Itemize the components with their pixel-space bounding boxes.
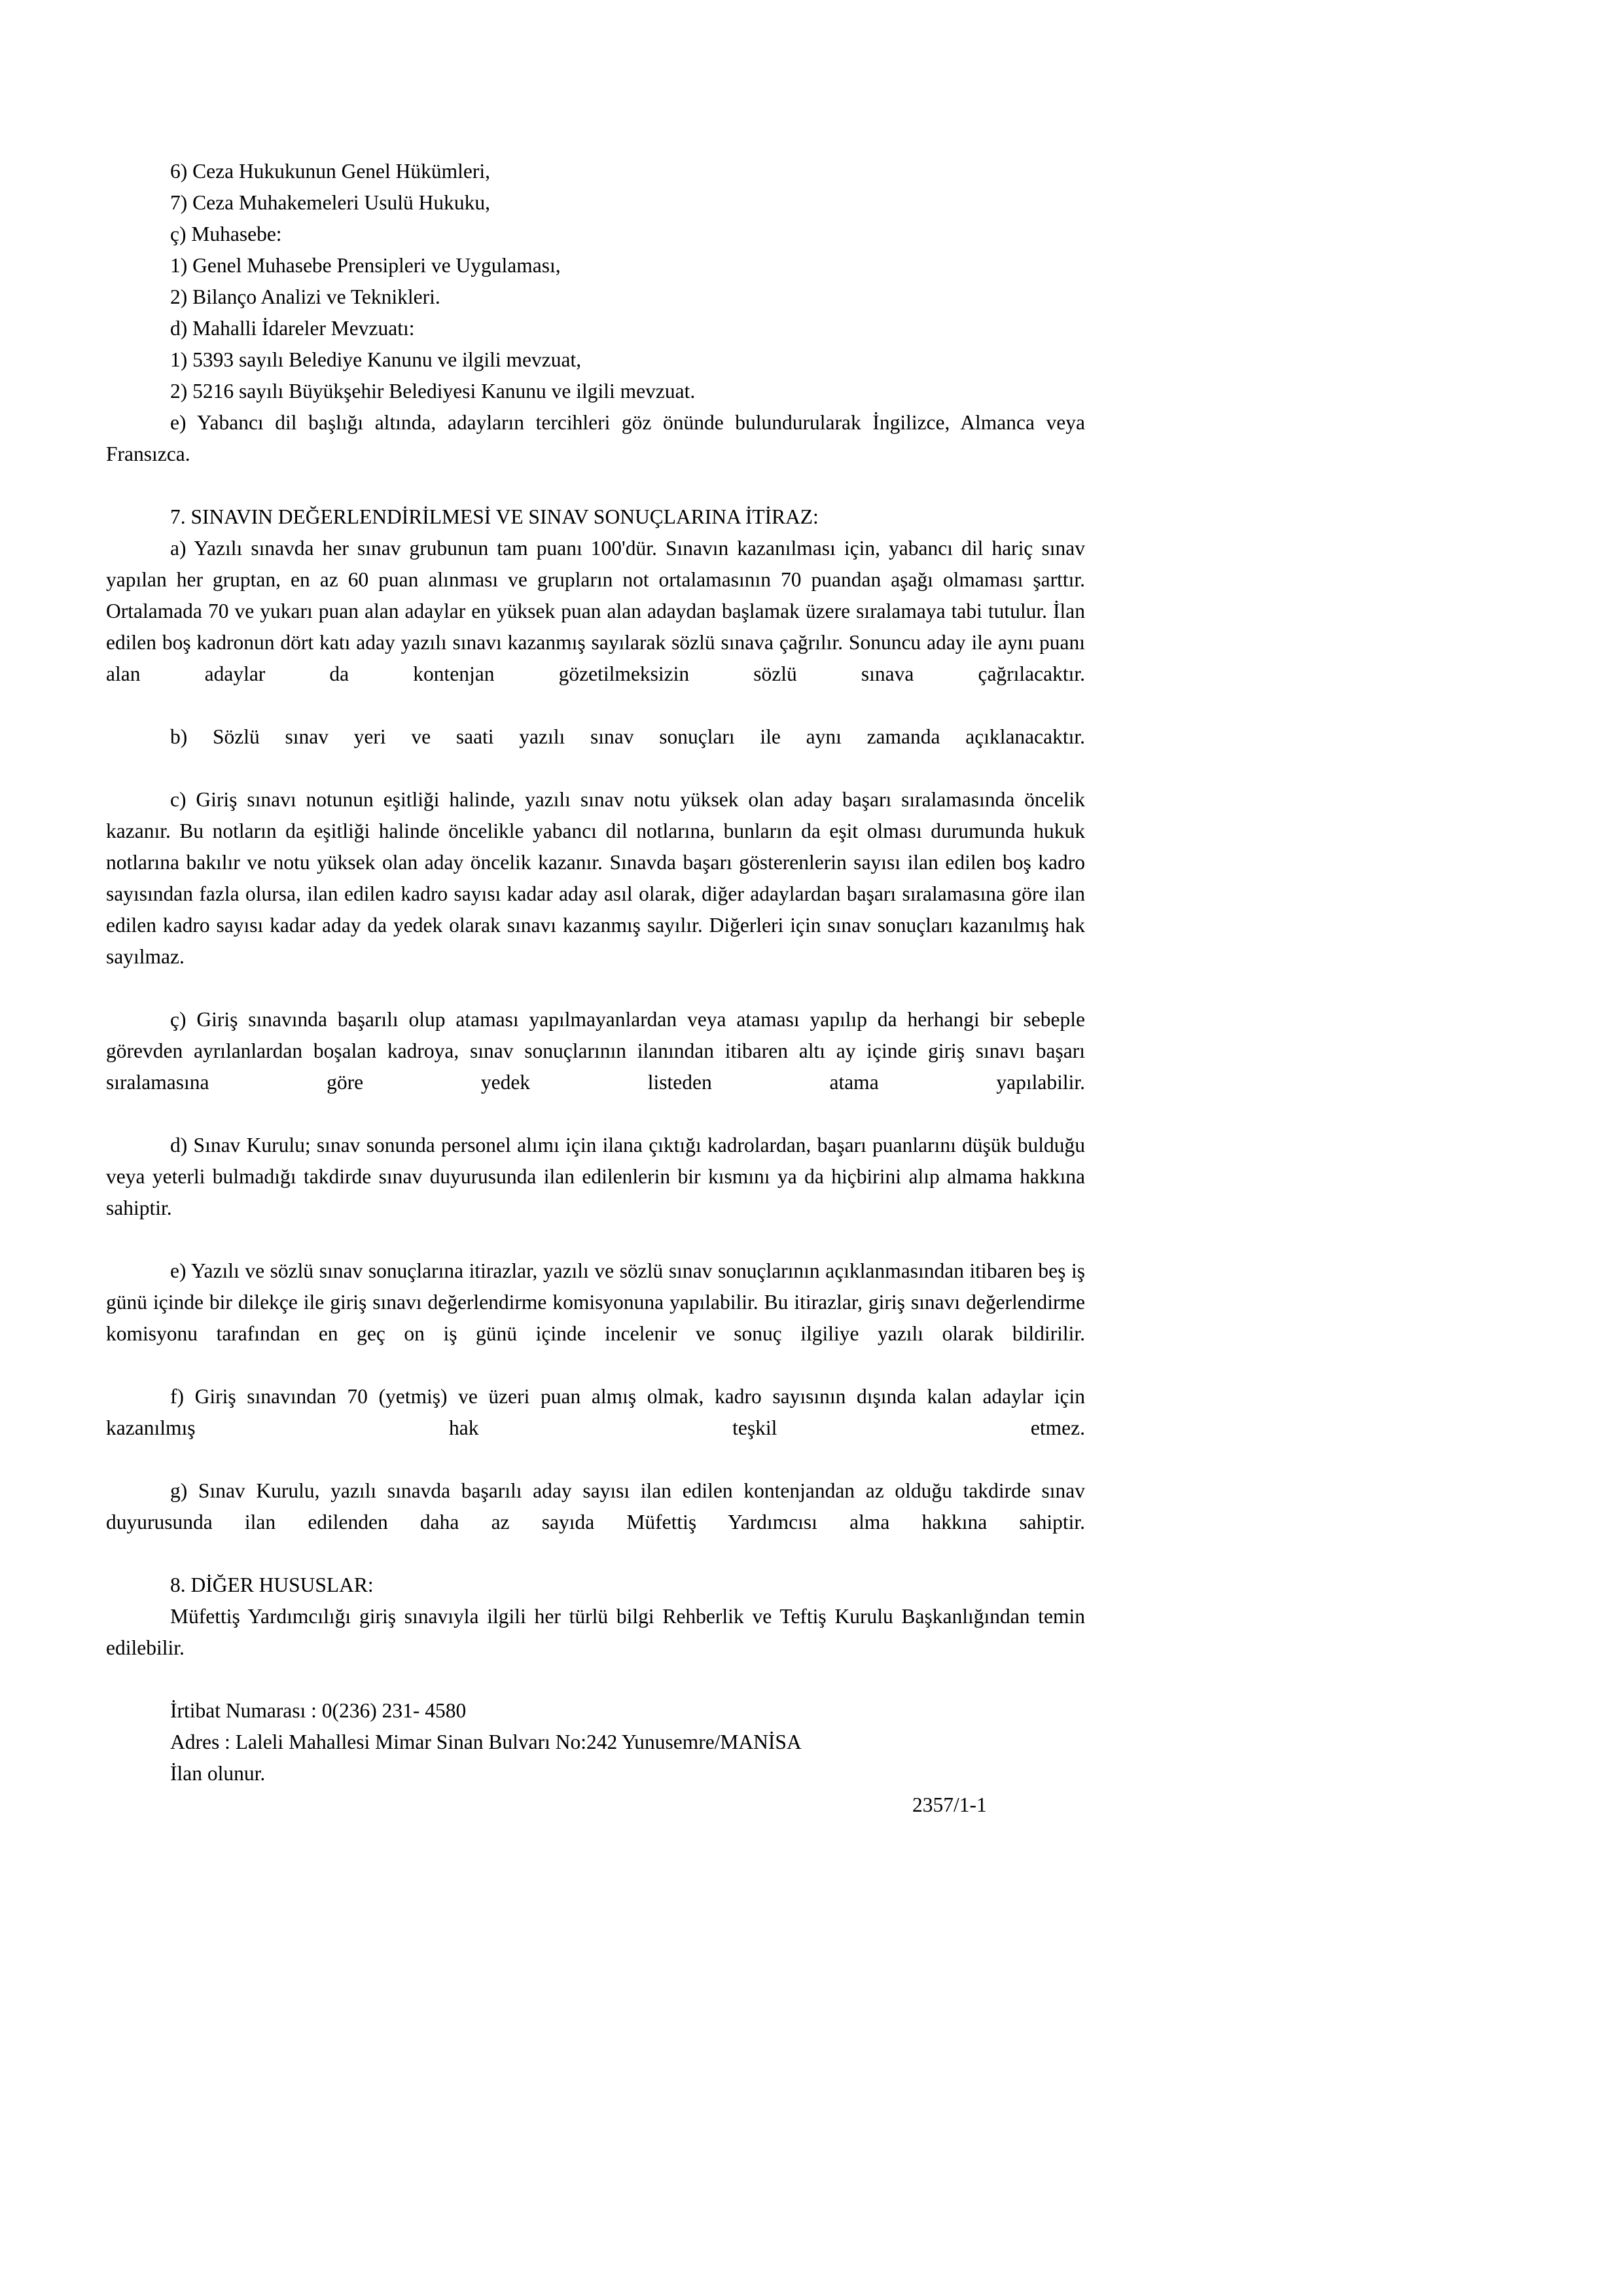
reference-code: 2357/1-1 [912,1793,987,1816]
section-7-item-e: e) Yazılı ve sözlü sınav sonuçlarına itirazlar, yazılı ve sözlü sınav sonuçlarının açıklanmasından itibaren beş iş günü içinde bir dilekçe ile giriş sınavı değerlendirme komisyonuna yapılabilir. Bu itirazlar, giriş sınavı değerlendirme komisyonu tarafından en geç on iş günü içinde incelenir ve sonuç ilgiliye yazılı olarak bildirilir. [106,1259,1085,1345]
document-body [106,156,1085,1821]
section-8-heading: 8. DİĞER HUSUSLAR: [170,1573,374,1596]
list-item-subject: 1) Genel Muhasebe Prensipleri ve Uygulaması, [170,254,561,277]
list-item-subject: 7) Ceza Muhakemeleri Usulü Hukuku, [170,191,491,214]
paragraph-foreign-language: e) Yabancı dil başlığı altında, adayların tercihleri göz önünde bulundurularak İngilizce, Almanca veya Fransızca. [106,411,1085,465]
section-7-heading: 7. SINAVIN DEĞERLENDİRİLMESİ VE SINAV SONUÇLARINA İTİRAZ: [170,505,819,528]
contact-address: Adres : Laleli Mahallesi Mimar Sinan Bulvarı No:242 Yunusemre/MANİSA [170,1731,802,1753]
section-7-item-f: f) Giriş sınavından 70 (yetmiş) ve üzeri puan almış olmak, kadro sayısının dışında kalan adaylar için kazanılmış hak teşkil etmez. [106,1385,1085,1439]
section-7-item-d: d) Sınav Kurulu; sınav sonunda personel alımı için ilana çıktığı kadrolardan, başarı puanlarını düşük bulduğu veya yeterli bulmadığı takdirde sınav duyurusunda ilan edilenlerin bir kısmını ya da hiçbirini alıp almama hakkına sahiptir. [106,1134,1085,1219]
section-7-item-g: g) Sınav Kurulu, yazılı sınavda başarılı aday sayısı ilan edilen kontenjandan az olduğu takdirde sınav duyurusunda ilan edilenden daha az sayıda Müfettiş Yardımcısı alma hakkına sahiptir. [106,1479,1085,1534]
section-7-item-a: a) Yazılı sınavda her sınav grubunun tam puanı 100'dür. Sınavın kazanılması için, yabancı dil hariç sınav yapılan her gruptan, en az 60 puan alınması ve grupların not ortalamasının 70 puandan aşağı olmaması şarttır. Ortalamada 70 ve yukarı puan alan adaylar en yüksek puan alan adaydan başlamak üzere sıralamaya tabi tutulur. İlan edilen boş kadronun dört katı aday yazılı sınavı kazanmış sayılarak sözlü sınava çağrılır. Sonuncu aday ile aynı puanı alan adaylar da kontenjan gözetilmeksizin sözlü sınava çağrılacaktır. [106,537,1085,685]
list-item-subject: 1) 5393 sayılı Belediye Kanunu ve ilgili mevzuat, [170,348,582,371]
contact-phone: İrtibat Numarası : 0(236) 231- 4580 [170,1699,467,1722]
list-item-subject: 6) Ceza Hukukunun Genel Hükümleri, [170,160,491,183]
list-item-subject: ç) Muhasebe: [170,223,282,245]
section-7-item-c-cedilla: ç) Giriş sınavında başarılı olup ataması yapılmayanlardan veya ataması yapılıp da herhangi bir sebeple görevden ayrılanlardan boşalan kadroya, sınav sonuçlarının ilanından itibaren altı ay içinde giriş sınavı başarı sıralamasına göre yedek listeden atama yapılabilir. [106,1008,1085,1094]
section-7-item-c: c) Giriş sınavı notunun eşitliği halinde, yazılı sınav notu yüksek olan aday başarı sıralamasında öncelik kazanır. Bu notların da eşitliği halinde öncelikle yabancı dil notlarına, bunların da eşit olması durumunda hukuk notlarına bakılır ve notu yüksek olan aday öncelik kazanır. Sınavda başarı gösterenlerin sayısı ilan edilen boş kadro sayısından fazla olursa, ilan edilen kadro sayısı kadar aday asıl olarak, diğer adaylardan başarı sıralamasına göre ilan edilen kadro sayısı kadar aday da yedek olarak sınavı kazanmış sayılır. Diğerleri için sınav sonuçları kazanılmış hak sayılmaz. [106,788,1085,968]
section-8-paragraph: Müfettiş Yardımcılığı giriş sınavıyla ilgili her türlü bilgi Rehberlik ve Teftiş Kurulu Başkanlığından temin edilebilir. [106,1605,1085,1659]
list-item-subject: 2) 5216 sayılı Büyükşehir Belediyesi Kanunu ve ilgili mevzuat. [170,380,696,403]
list-item-subject: d) Mahalli İdareler Mevzuatı: [170,317,415,340]
section-7-item-b: b) Sözlü sınav yeri ve saati yazılı sınav sonuçları ile aynı zamanda açıklanacaktır. [170,725,1085,748]
closing-statement: İlan olunur. [170,1762,266,1785]
list-item-subject: 2) Bilanço Analizi ve Teknikleri. [170,285,440,308]
